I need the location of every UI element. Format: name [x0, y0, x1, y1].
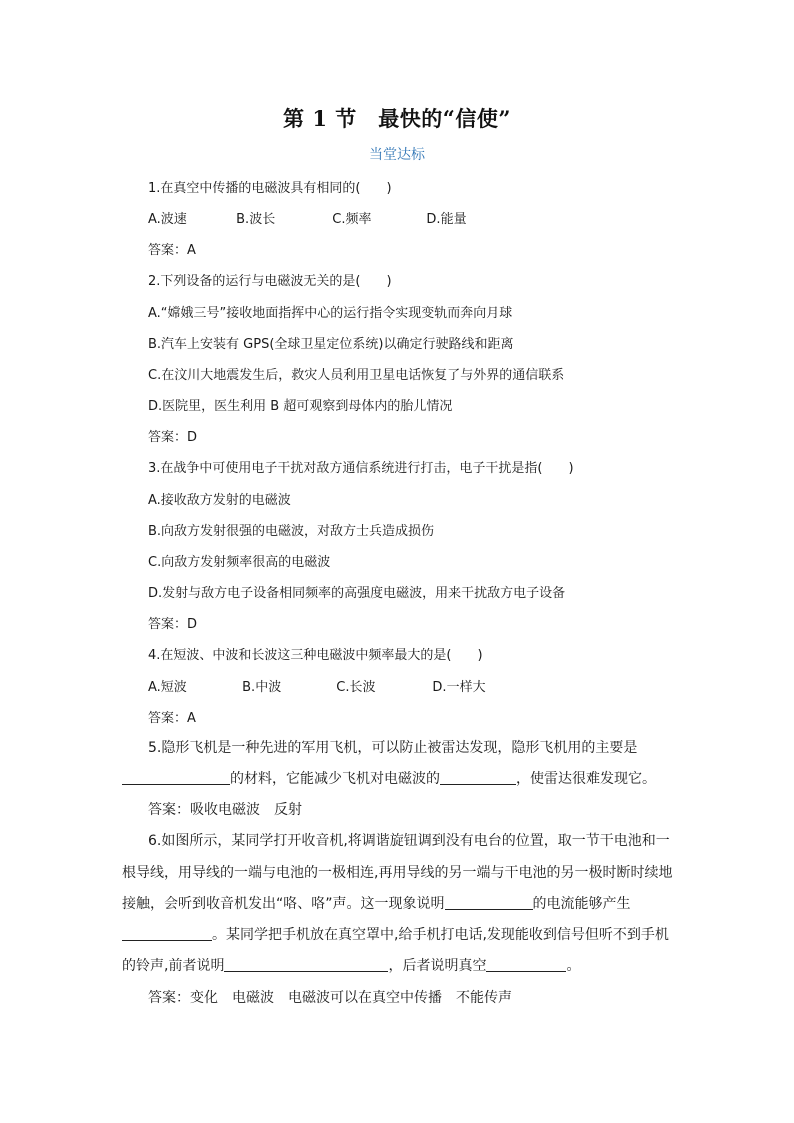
question-5-text-a: 的材料，它能减少飞机对电磁波的	[230, 771, 440, 787]
question-5-text-b: ，使雷达很难发现它。	[516, 771, 656, 787]
question-3-option-c: C.向敌方发射频率很高的电磁波	[148, 555, 331, 570]
option-b: B.中波	[242, 680, 282, 695]
answer-blank	[122, 926, 212, 941]
question-6-line-1: 6.如图所示，某同学打开收音机,将调谐旋钮调到没有电台的位置，取一节干电池和一	[148, 833, 670, 849]
question-1-answer: 答案：A	[148, 243, 196, 258]
question-3-option-a: A.接收敌方发射的电磁波	[148, 493, 291, 508]
answer-blank	[122, 770, 230, 785]
question-6-line-2: 根导线，用导线的一端与电池的一极相连,再用导线的另一端与干电池的另一极时断时续地	[122, 865, 673, 881]
question-2-answer: 答案：D	[148, 430, 198, 445]
answer-blank	[445, 895, 533, 910]
question-3-answer: 答案：D	[148, 617, 198, 632]
option-a: A.波速	[148, 212, 187, 227]
question-6-text-b: 的电流能够产生	[532, 896, 631, 912]
answer-blank	[224, 957, 388, 972]
question-4-stem: 4.在短波、中波和长波这三种电磁波中频率最大的是( )	[148, 648, 483, 663]
question-6-text-e: ，后者说明真空	[388, 958, 487, 974]
question-3-option-d: D.发射与敌方电子设备相同频率的高强度电磁波，用来干扰敌方电子设备	[148, 586, 566, 601]
question-2-option-a: A.“嫦娥三号”接收地面指挥中心的运行指令实现变轨而奔向月球	[148, 306, 513, 321]
question-4-answer: 答案：A	[148, 711, 196, 726]
option-a: A.短波	[148, 680, 187, 695]
question-6-text-d: 的铃声,前者说明	[122, 958, 225, 974]
question-6-line-3	[122, 893, 631, 913]
question-6-text-a: 接触，会听到收音机发出“咯、咯”声。这一现象说明	[122, 896, 445, 912]
question-5-line-1: 5.隐形飞机是一种先进的军用飞机，可以防止被雷达发现，隐形飞机用的主要是	[148, 740, 638, 756]
question-1-stem: 1.在真空中传播的电磁波具有相同的( )	[148, 181, 392, 196]
question-5-answer: 答案：吸收电磁波 反射	[148, 802, 302, 818]
question-6-text-f: 。	[566, 958, 581, 974]
question-6-line-4	[122, 924, 669, 944]
option-d: D.能量	[426, 212, 467, 227]
option-c: C.频率	[332, 212, 372, 227]
option-c: C.长波	[336, 680, 376, 695]
question-1-options	[148, 208, 467, 227]
option-b: B.波长	[236, 212, 276, 227]
question-2-stem: 2.下列设备的运行与电磁波无关的是( )	[148, 274, 392, 289]
section-subtitle: 当堂达标	[369, 147, 425, 163]
question-5-line-2	[122, 768, 656, 788]
question-3-stem: 3.在战争中可使用电子干扰对敌方通信系统进行打击，电子干扰是指( )	[148, 461, 574, 476]
question-6-line-5	[122, 955, 580, 975]
question-2-option-b: B.汽车上安装有 GPS(全球卫星定位系统)以确定行驶路线和距离	[148, 337, 514, 352]
question-3-option-b: B.向敌方发射很强的电磁波，对敌方士兵造成损伤	[148, 524, 435, 539]
question-2-option-d: D.医院里，医生利用 B 超可观察到母体内的胎儿情况	[148, 399, 453, 414]
page-title: 第 1 节 最快的“信使”	[283, 106, 511, 131]
answer-blank	[440, 770, 516, 785]
question-6-answer: 答案：变化 电磁波 电磁波可以在真空中传播 不能传声	[148, 990, 512, 1006]
question-6-text-c: 。某同学把手机放在真空罩中,给手机打电话,发现能收到信号但听不到手机	[212, 927, 669, 943]
question-2-option-c: C.在汶川大地震发生后，救灾人员利用卫星电话恢复了与外界的通信联系	[148, 368, 565, 383]
question-4-options	[148, 676, 486, 695]
answer-blank	[486, 957, 566, 972]
option-d: D.一样大	[432, 680, 486, 695]
